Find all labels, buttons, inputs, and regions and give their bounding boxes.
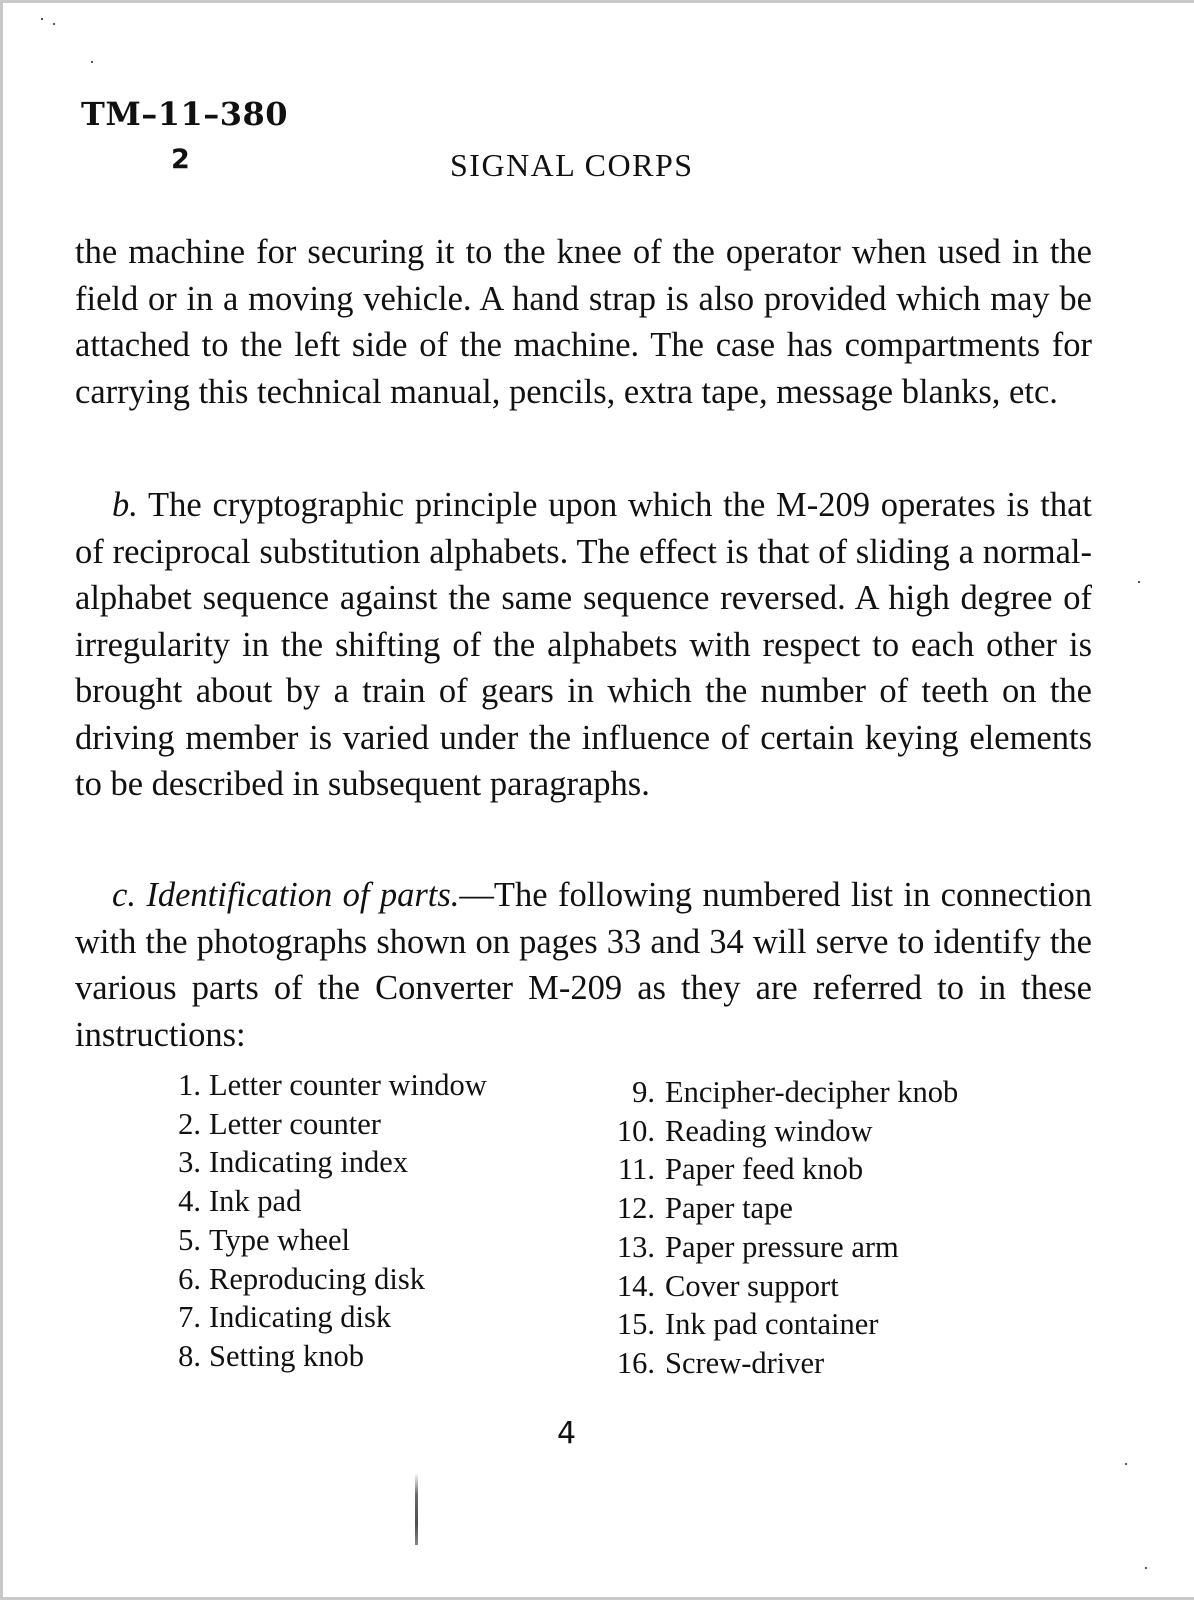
scan-artifact-speck: [91, 61, 93, 63]
list-item: [613, 1073, 958, 1112]
item-name: Letter counter: [209, 1106, 381, 1141]
scan-artifact-speck: [41, 18, 43, 20]
scan-artifact-speck: [1138, 581, 1140, 583]
document-page: [3, 3, 1194, 1597]
scan-artifact-speck: [1145, 1567, 1147, 1569]
item-number: 5.: [178, 1222, 201, 1257]
item-name: Type wheel: [209, 1222, 350, 1257]
scan-artifact-speck: [53, 23, 55, 25]
list-item: [613, 1267, 958, 1306]
item-number: 3.: [178, 1145, 201, 1180]
paragraph-c-text: —The following numbered list in connection with the photographs shown on pages 33 and 34 will serve to identify the various parts of the Converter M-209 as they are referred to in these instructions:: [75, 876, 1093, 1054]
list-item: [171, 1337, 487, 1376]
running-title: SIGNAL CORPS: [450, 147, 694, 183]
list-item: [171, 1221, 487, 1260]
list-item: [613, 1344, 958, 1383]
item-number: 12.: [616, 1191, 655, 1226]
item-number: 9.: [632, 1075, 655, 1109]
list-item: [171, 1182, 487, 1221]
paragraph-b-label: b.: [112, 486, 138, 524]
item-number: 15.: [616, 1307, 655, 1342]
item-number: 4.: [178, 1184, 201, 1219]
item-name: Paper pressure arm: [665, 1229, 899, 1264]
item-name: Indicating disk: [209, 1300, 392, 1335]
list-item: [171, 1105, 487, 1144]
item-name: Reproducing disk: [209, 1261, 426, 1296]
item-number: 6.: [178, 1261, 201, 1296]
parts-list-right: [613, 1073, 958, 1383]
paragraph-c: [75, 872, 1092, 1058]
list-item: [171, 1298, 487, 1337]
item-name: Paper tape: [665, 1191, 793, 1226]
item-name: Letter counter window: [209, 1068, 487, 1102]
item-number: 10.: [616, 1113, 655, 1148]
list-item: [171, 1143, 487, 1182]
item-name: Cover support: [665, 1268, 839, 1303]
scan-artifact-speck: [1125, 1463, 1127, 1465]
item-name: Indicating index: [209, 1145, 409, 1180]
paragraph-b: [75, 482, 1092, 808]
paragraph-c-label: c.: [112, 876, 136, 914]
item-number: 1.: [178, 1068, 201, 1102]
item-name: Reading window: [665, 1113, 873, 1148]
item-number: 7.: [178, 1300, 201, 1335]
section-number: 2: [171, 144, 190, 175]
list-item: [613, 1112, 958, 1151]
item-number: 11.: [618, 1152, 655, 1187]
item-name: Ink pad container: [665, 1307, 879, 1342]
item-name: Encipher-decipher knob: [665, 1075, 959, 1109]
item-name: Ink pad: [209, 1184, 302, 1219]
item-name: Screw-driver: [665, 1345, 825, 1380]
page-number: 4: [557, 1416, 577, 1451]
list-item: [613, 1228, 958, 1267]
item-number: 2.: [178, 1106, 201, 1141]
list-item: [613, 1305, 958, 1344]
paragraph-continuation: the machine for securing it to the knee of the operator when used in the field or in a moving vehicle. A hand strap is also provided which may be attached to the left side of the machine. The case has compartments for carrying this technical manual, pencils, extra tape, message blanks, etc.: [75, 233, 1092, 411]
item-number: 16.: [616, 1345, 655, 1380]
item-number: 14.: [616, 1268, 655, 1303]
list-item: [613, 1189, 958, 1228]
list-item: [613, 1150, 958, 1189]
list-item: [171, 1260, 487, 1299]
paragraph-c-heading: Identification of parts.: [146, 876, 460, 914]
item-name: Paper feed knob: [665, 1152, 864, 1187]
item-number: 8.: [178, 1338, 201, 1373]
parts-list-left: [171, 1066, 487, 1376]
list-item: [171, 1066, 487, 1105]
scan-artifact-scratch: [415, 1473, 418, 1545]
document-code: TM–11–380: [81, 95, 289, 133]
paragraph-b-text: The cryptographic principle upon which the M-209 operates is that of reciprocal substitution alphabets. The effect is that of sliding a normal-alphabet sequence against the same sequence reversed. A high degree of irregularity in the shifting of the alphabets with respect to each other is brought about by a train of gears in which the number of teeth on the driving member is varied under the influence of certain keying elements to be described in subsequent paragraphs.: [75, 486, 1092, 803]
item-name: Setting knob: [209, 1338, 365, 1373]
item-number: 13.: [616, 1229, 655, 1264]
